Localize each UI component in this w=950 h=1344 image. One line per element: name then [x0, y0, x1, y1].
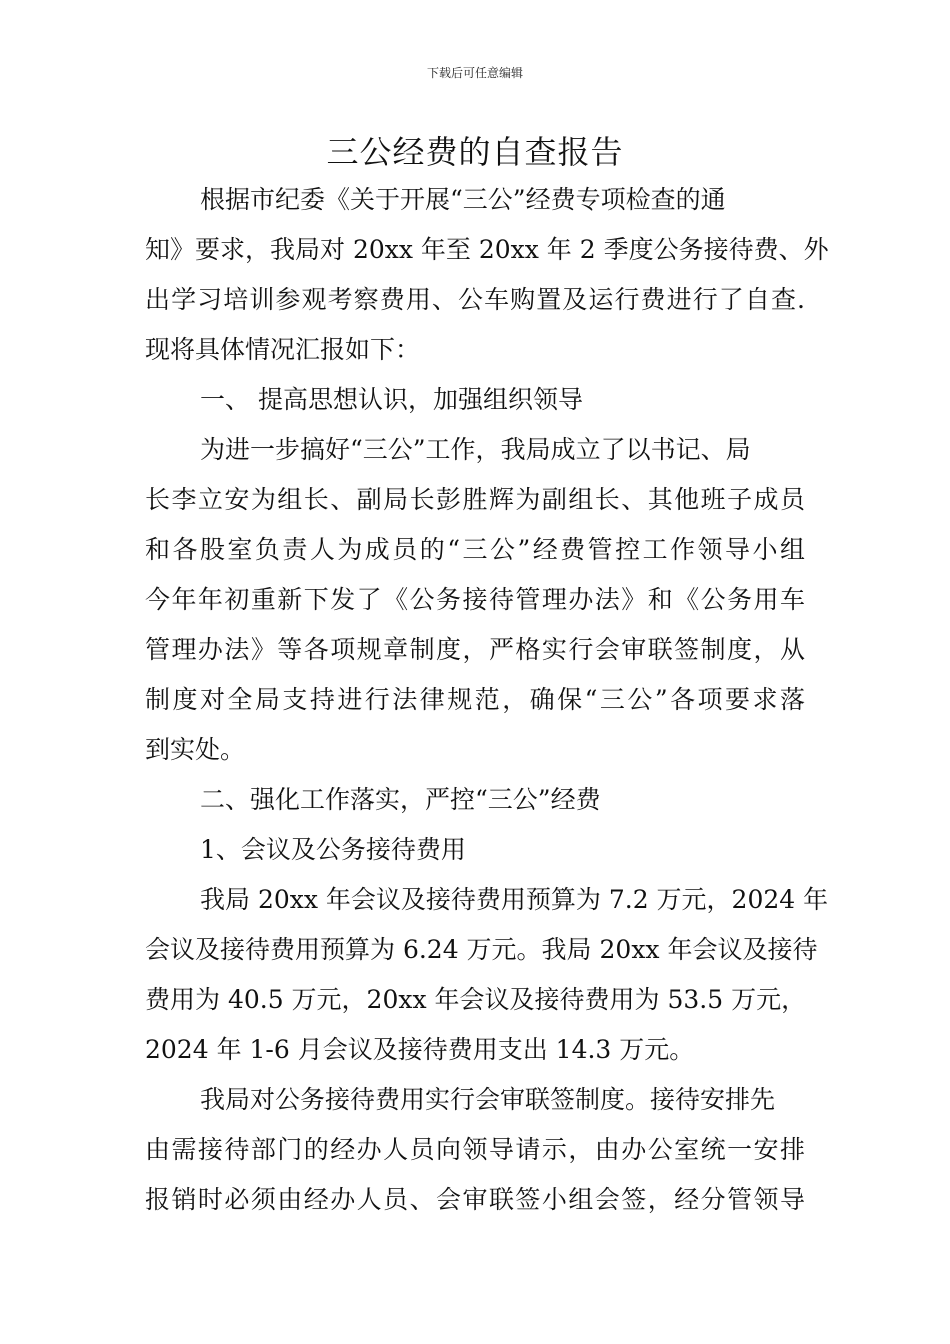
header-note: 下载后可任意编辑 [426, 66, 523, 80]
paragraph-line: 根据市纪委《关于开展“三公”经费专项检查的通 [200, 185, 726, 214]
paragraph-line: 制度对全局支持进行法律规范，确保“三公”各项要求落 [145, 685, 805, 714]
paragraph-line: 到实处。 [145, 735, 246, 764]
section-heading: 一、 提高思想认识，加强组织领导 [200, 385, 583, 414]
paragraph-line: 管理办法》等各项规章制度，严格实行会审联签制度，从 [145, 635, 805, 664]
section-heading: 二、强化工作落实，严控“三公”经费 [200, 785, 601, 814]
paragraph-line: 由需接待部门的经办人员向领导请示，由办公室统一安排 [145, 1135, 805, 1164]
subsection-heading: 1、会议及公务接待费用 [200, 835, 466, 864]
paragraph-line: 和各股室负责人为成员的“三公”经费管控工作领导小组 [145, 535, 805, 564]
paragraph-line: 我局 20xx 年会议及接待费用预算为 7.2 万元，2024 年 [200, 885, 829, 914]
paragraph-line: 会议及接待费用预算为 6.24 万元。我局 20xx 年会议及接待 [145, 935, 818, 964]
paragraph-line: 现将具体情况汇报如下： [145, 335, 421, 364]
paragraph-line: 费用为 40.5 万元，20xx 年会议及接待费用为 53.5 万元， [145, 985, 807, 1014]
paragraph-line: 出学习培训参观考察费用、公车购置及运行费进行了自查. [145, 285, 805, 314]
paragraph-line: 长李立安为组长、副局长彭胜辉为副组长、其他班子成员 [145, 485, 805, 514]
paragraph-line: 今年年初重新下发了《公务接待管理办法》和《公务用车 [145, 585, 805, 614]
paragraph-line: 报销时必须由经办人员、会审联签小组会签，经分管领导 [145, 1185, 805, 1214]
paragraph-line: 我局对公务接待费用实行会审联签制度。接待安排先 [200, 1085, 776, 1114]
paragraph-line: 为进一步搞好“三公”工作，我局成立了以书记、局 [200, 435, 751, 464]
document-title: 三公经费的自查报告 [326, 133, 624, 171]
paragraph-line: 知》要求，我局对 20xx 年至 20xx 年 2 季度公务接待费、外 [145, 235, 829, 264]
paragraph-line: 2024 年 1-6 月会议及接待费用支出 14.3 万元。 [145, 1035, 695, 1064]
